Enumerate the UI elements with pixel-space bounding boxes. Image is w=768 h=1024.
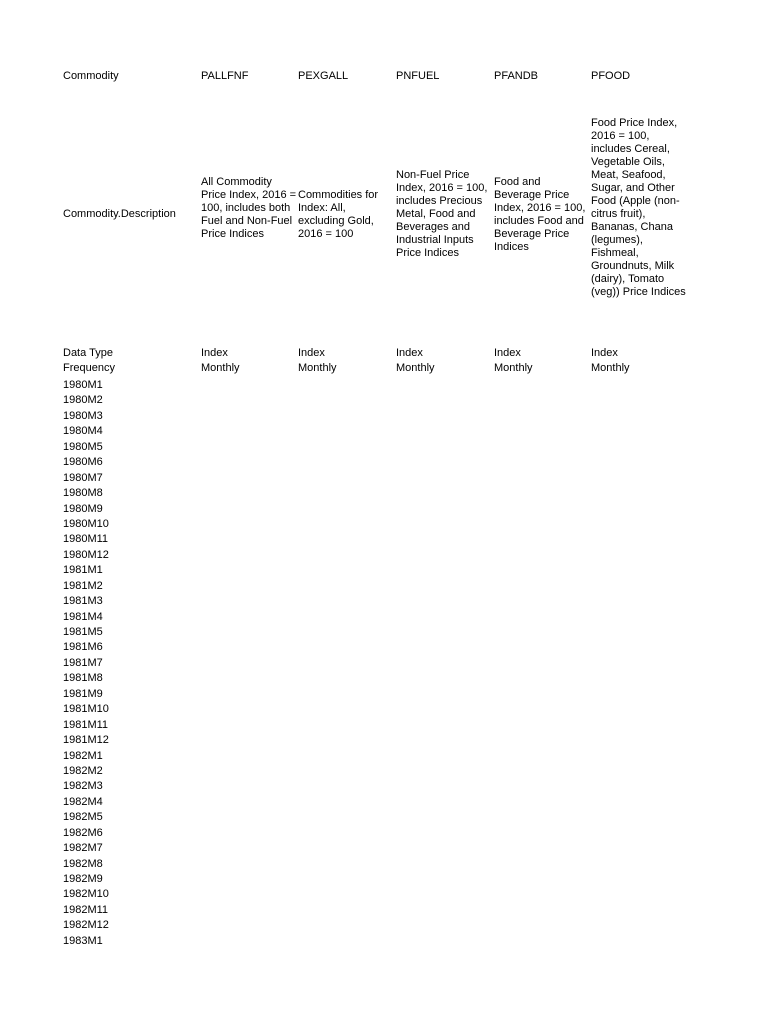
frequency-label: Frequency <box>63 362 115 374</box>
header-pexgall: PEXGALL <box>298 70 349 82</box>
data-type-value: Index <box>396 347 423 359</box>
period-row: 1980M6 <box>63 456 103 469</box>
period-row: 1982M7 <box>63 842 103 855</box>
data-type-value: Index <box>494 347 521 359</box>
period-row: 1982M5 <box>63 811 103 824</box>
period-row: 1981M8 <box>63 672 103 685</box>
period-row: 1980M1 <box>63 379 103 391</box>
period-row: 1981M5 <box>63 626 103 638</box>
period-row: 1982M6 <box>63 826 103 839</box>
period-row: 1983M1 <box>63 934 103 947</box>
period-row: 1982M11 <box>63 903 109 916</box>
period-row: 1981M7 <box>63 656 103 669</box>
period-row: 1982M10 <box>63 888 109 901</box>
frequency-value: Monthly <box>396 362 435 374</box>
description-label: Commodity.Description <box>63 208 176 220</box>
header-pfood: PFOOD <box>591 70 631 82</box>
period-row: 1982M2 <box>63 764 103 777</box>
data-type-value: Index <box>591 347 618 359</box>
description-pfood: Food Price Index, 2016 = 100, includes Cereal, Vegetable Oils, Meat, Seafood, Sugar, and Other Food (Apple (non-citrus fruit), Bananas, Chana (legumes), Fishmeal, Groundnuts, Milk (dairy), Tomato (veg)) Price Indices <box>591 117 686 298</box>
description-pexgall: Commodities for Index: All, excluding Gold, 2016 = 100 <box>298 189 379 240</box>
description-pnfuel: Non-Fuel Price Index, 2016 = 100, includes Precious Metal, Food and Beverages and Industrial Inputs Price Indices <box>396 169 488 259</box>
header-pallfnf: PALLFNF <box>201 70 249 82</box>
header-pfandb: PFANDB <box>494 70 539 82</box>
period-row: 1980M4 <box>63 425 103 438</box>
period-row: 1981M11 <box>63 718 109 731</box>
period-row: 1981M12 <box>63 734 109 747</box>
period-row: 1981M10 <box>63 703 109 716</box>
period-row: 1981M3 <box>63 595 103 608</box>
period-row: 1980M11 <box>63 533 109 546</box>
period-row: 1980M3 <box>63 409 103 422</box>
period-row: 1982M8 <box>63 857 103 870</box>
period-row: 1980M2 <box>63 394 103 407</box>
period-row: 1980M5 <box>63 440 103 453</box>
period-row: 1981M1 <box>63 564 103 577</box>
frequency-value: Monthly <box>494 362 533 374</box>
period-row: 1980M12 <box>63 548 109 561</box>
period-row: 1982M4 <box>63 795 103 808</box>
period-row: 1982M9 <box>63 873 103 885</box>
period-row: 1980M9 <box>63 502 103 515</box>
data-type-value: Index <box>298 347 325 359</box>
period-row: 1980M7 <box>63 471 103 484</box>
period-row: 1982M3 <box>63 780 103 793</box>
data-type-label: Data Type <box>63 347 113 359</box>
period-row: 1980M10 <box>63 517 109 530</box>
period-row: 1980M8 <box>63 487 103 500</box>
header-pnfuel: PNFUEL <box>396 70 440 82</box>
period-row: 1982M12 <box>63 919 109 932</box>
period-row: 1981M4 <box>63 610 103 623</box>
period-row: 1981M2 <box>63 579 103 592</box>
description-pallfnf: All Commodity Price Index, 2016 = 100, includes both Fuel and Non-Fuel Price Indices <box>201 176 297 240</box>
data-type-value: Index <box>201 347 228 359</box>
frequency-value: Monthly <box>298 362 337 374</box>
description-pfandb: Food and Beverage Price Index, 2016 = 100, includes Food and Beverage Price Indices <box>494 176 586 253</box>
period-list <box>63 378 109 949</box>
frequency-value: Monthly <box>201 362 240 374</box>
header-commodity: Commodity <box>63 70 119 82</box>
period-row: 1981M9 <box>63 687 103 700</box>
period-row: 1982M1 <box>63 749 103 762</box>
frequency-value: Monthly <box>591 362 630 374</box>
period-row: 1981M6 <box>63 641 103 654</box>
